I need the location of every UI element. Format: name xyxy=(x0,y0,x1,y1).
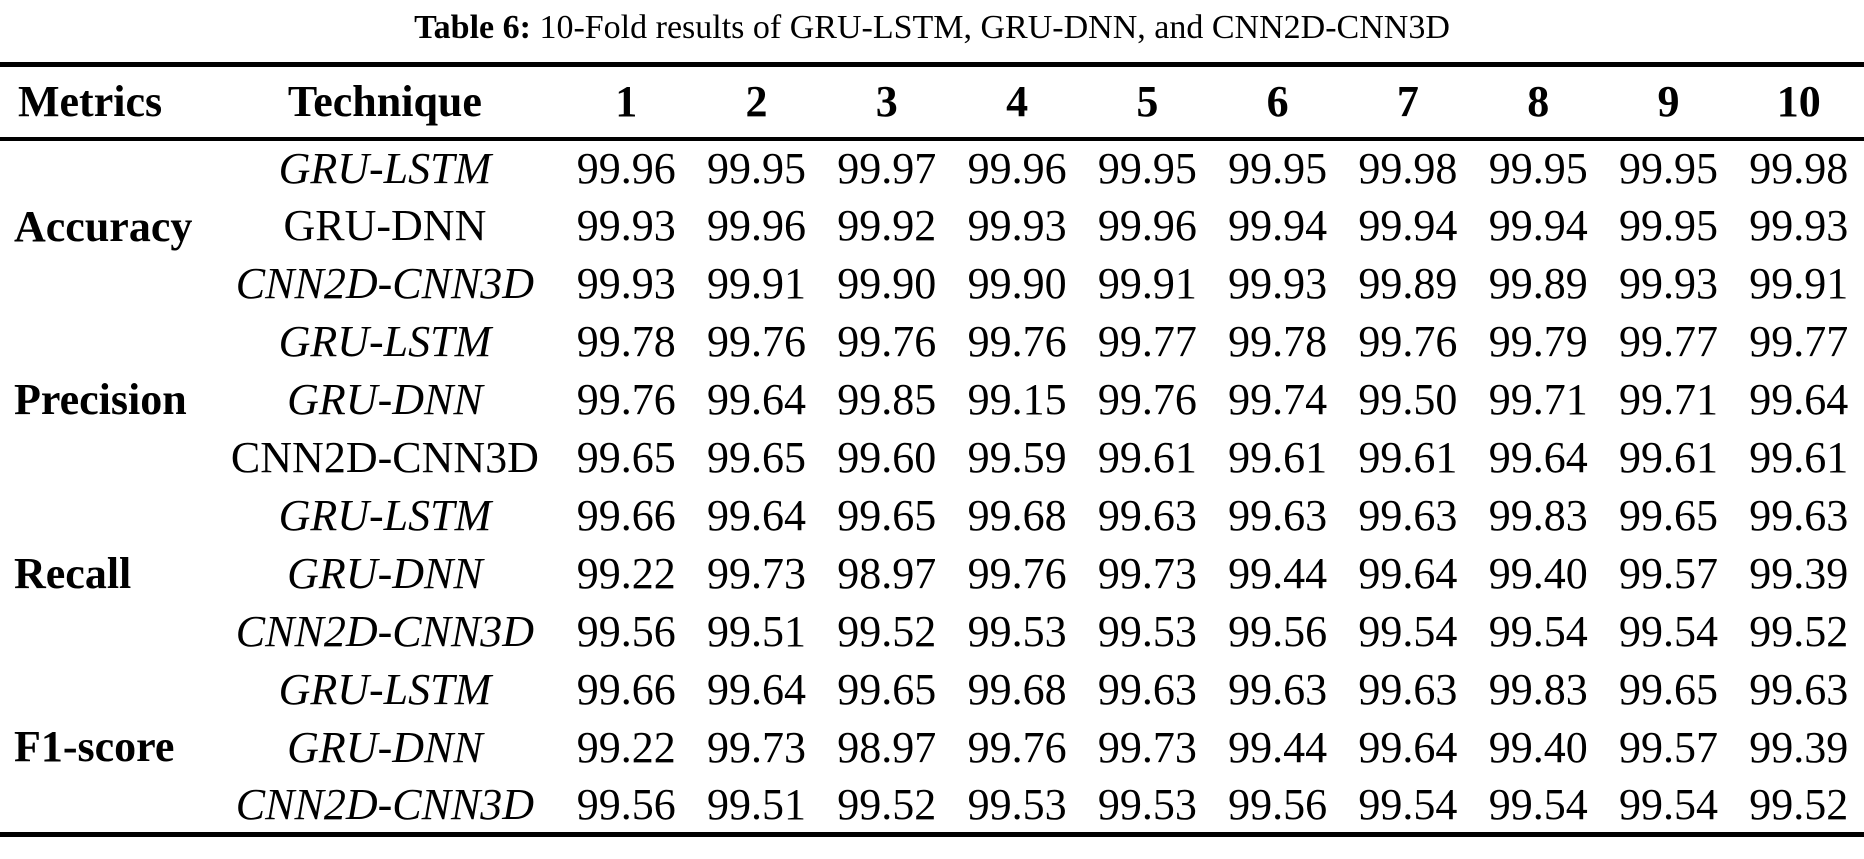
technique-label: GRU-LSTM xyxy=(278,491,492,540)
table-header xyxy=(0,65,1864,139)
header-row xyxy=(0,65,1864,139)
technique-label: GRU-LSTM xyxy=(278,144,492,193)
score-cell: 99.54 xyxy=(1618,779,1718,829)
score-cell: 99.83 xyxy=(1488,665,1588,714)
score-cell: 99.93 xyxy=(1749,201,1849,250)
table-row xyxy=(0,139,1864,197)
technique-label: GRU-DNN xyxy=(287,549,483,598)
table-row xyxy=(0,429,1864,487)
results-table xyxy=(0,62,1864,837)
score-cell: 99.60 xyxy=(837,433,937,482)
technique-label: CNN2D-CNN3D xyxy=(230,433,539,482)
score-cell: 99.76 xyxy=(967,723,1067,772)
score-cell: 99.56 xyxy=(576,607,676,656)
score-cell: 99.61 xyxy=(1228,433,1328,482)
score-cell: 99.73 xyxy=(707,549,806,598)
score-cell: 99.73 xyxy=(707,723,806,772)
technique-label: GRU-DNN xyxy=(287,375,483,424)
table-row xyxy=(0,255,1864,313)
score-cell: 99.76 xyxy=(967,317,1067,366)
score-cell: 99.90 xyxy=(967,259,1067,308)
table-row xyxy=(0,487,1864,545)
score-cell: 99.78 xyxy=(1228,317,1328,366)
score-cell: 99.61 xyxy=(1618,433,1718,482)
technique-label: GRU-DNN xyxy=(287,723,483,772)
score-cell: 99.50 xyxy=(1358,375,1458,424)
score-cell: 99.68 xyxy=(967,491,1067,540)
score-cell: 99.53 xyxy=(1097,779,1197,829)
header-cell-fold-9: 9 xyxy=(1603,65,1733,139)
score-cell: 99.93 xyxy=(576,201,676,250)
score-cell: 99.79 xyxy=(1488,317,1588,366)
header-cell-fold-5: 5 xyxy=(1082,65,1212,139)
score-cell: 99.98 xyxy=(1358,144,1458,193)
score-cell: 99.98 xyxy=(1749,144,1849,193)
score-cell: 99.90 xyxy=(837,259,937,308)
score-cell: 99.91 xyxy=(1097,259,1197,308)
score-cell: 99.96 xyxy=(707,201,806,250)
table-caption-label: Table 6: xyxy=(414,9,531,46)
score-cell: 99.96 xyxy=(967,144,1067,193)
score-cell: 99.64 xyxy=(1358,549,1458,598)
score-cell: 99.22 xyxy=(576,723,676,772)
score-cell: 99.73 xyxy=(1097,549,1197,598)
score-cell: 99.76 xyxy=(837,317,937,366)
score-cell: 99.85 xyxy=(837,375,937,424)
table-row xyxy=(0,603,1864,661)
score-cell: 99.63 xyxy=(1228,665,1328,714)
score-cell: 99.39 xyxy=(1749,723,1849,772)
score-cell: 99.93 xyxy=(1618,259,1718,308)
header-cell-fold-8: 8 xyxy=(1473,65,1603,139)
score-cell: 99.95 xyxy=(1488,144,1588,193)
score-cell: 99.95 xyxy=(1618,144,1718,193)
score-cell: 99.95 xyxy=(707,144,806,193)
table-caption xyxy=(0,0,1864,50)
score-cell: 99.65 xyxy=(1618,491,1718,540)
score-cell: 99.59 xyxy=(967,433,1067,482)
score-cell: 99.89 xyxy=(1488,259,1588,308)
score-cell: 99.57 xyxy=(1618,549,1718,598)
score-cell: 99.57 xyxy=(1618,723,1718,772)
score-cell: 99.54 xyxy=(1358,779,1458,829)
score-cell: 99.44 xyxy=(1228,723,1328,772)
metric-label: Accuracy xyxy=(14,202,193,251)
score-cell: 99.56 xyxy=(1228,779,1328,829)
score-cell: 99.77 xyxy=(1618,317,1718,366)
score-cell: 99.74 xyxy=(1228,375,1328,424)
score-cell: 99.76 xyxy=(707,317,806,366)
score-cell: 99.83 xyxy=(1488,491,1588,540)
header-cell-fold-3: 3 xyxy=(822,65,952,139)
score-cell: 99.39 xyxy=(1749,549,1849,598)
score-cell: 99.65 xyxy=(707,433,806,482)
score-cell: 98.97 xyxy=(837,723,937,772)
score-cell: 99.65 xyxy=(1618,665,1718,714)
score-cell: 99.96 xyxy=(1097,201,1197,250)
score-cell: 99.54 xyxy=(1488,607,1588,656)
metric-label: Precision xyxy=(14,375,187,424)
table-row xyxy=(0,777,1864,835)
score-cell: 99.76 xyxy=(1097,375,1197,424)
table-row xyxy=(0,719,1864,777)
score-cell: 99.71 xyxy=(1618,375,1718,424)
score-cell: 99.65 xyxy=(837,491,937,540)
score-cell: 99.64 xyxy=(1488,433,1588,482)
score-cell: 99.76 xyxy=(1358,317,1458,366)
score-cell: 99.52 xyxy=(837,607,937,656)
score-cell: 99.73 xyxy=(1097,723,1197,772)
score-cell: 99.93 xyxy=(1228,259,1328,308)
table-caption-text: 10-Fold results of GRU-LSTM, GRU-DNN, and CNN2D-CNN3D xyxy=(539,9,1450,46)
score-cell: 99.89 xyxy=(1358,259,1458,308)
score-cell: 99.93 xyxy=(967,201,1067,250)
score-cell: 99.94 xyxy=(1228,201,1328,250)
header-cell-fold-6: 6 xyxy=(1212,65,1342,139)
score-cell: 99.52 xyxy=(837,779,937,829)
score-cell: 99.61 xyxy=(1097,433,1197,482)
score-cell: 99.95 xyxy=(1228,144,1328,193)
score-cell: 99.53 xyxy=(967,607,1067,656)
score-cell: 99.63 xyxy=(1749,491,1849,540)
score-cell: 99.61 xyxy=(1358,433,1458,482)
score-cell: 99.54 xyxy=(1358,607,1458,656)
score-cell: 99.63 xyxy=(1358,491,1458,540)
score-cell: 99.94 xyxy=(1358,201,1458,250)
score-cell: 99.66 xyxy=(576,665,676,714)
metric-label: Recall xyxy=(14,549,132,598)
metric-label: F1-score xyxy=(14,721,175,771)
score-cell: 99.63 xyxy=(1228,491,1328,540)
score-cell: 98.97 xyxy=(837,549,937,598)
score-cell: 99.96 xyxy=(576,144,676,193)
score-cell: 99.77 xyxy=(1749,317,1849,366)
technique-label: GRU-LSTM xyxy=(278,317,492,366)
technique-label: CNN2D-CNN3D xyxy=(235,779,535,829)
score-cell: 99.63 xyxy=(1097,491,1197,540)
score-cell: 99.51 xyxy=(707,779,806,829)
score-cell: 99.76 xyxy=(967,549,1067,598)
score-cell: 99.15 xyxy=(967,375,1067,424)
score-cell: 99.56 xyxy=(576,779,676,829)
table-row xyxy=(0,661,1864,719)
header-cell-fold-10: 10 xyxy=(1734,65,1864,139)
score-cell: 99.64 xyxy=(707,375,806,424)
header-cell-fold-2: 2 xyxy=(691,65,821,139)
table-row xyxy=(0,313,1864,371)
score-cell: 99.61 xyxy=(1749,433,1849,482)
header-cell-metrics: Metrics xyxy=(0,65,209,139)
score-cell: 99.76 xyxy=(576,375,676,424)
score-cell: 99.92 xyxy=(837,201,937,250)
technique-label: CNN2D-CNN3D xyxy=(235,259,535,308)
score-cell: 99.51 xyxy=(707,607,806,656)
score-cell: 99.52 xyxy=(1749,779,1849,829)
score-cell: 99.54 xyxy=(1618,607,1718,656)
score-cell: 99.95 xyxy=(1618,201,1718,250)
score-cell: 99.63 xyxy=(1358,665,1458,714)
score-cell: 99.40 xyxy=(1488,549,1588,598)
header-cell-technique: Technique xyxy=(209,65,561,139)
score-cell: 99.44 xyxy=(1228,549,1328,598)
header-cell-fold-7: 7 xyxy=(1343,65,1473,139)
score-cell: 99.65 xyxy=(837,665,937,714)
score-cell: 99.91 xyxy=(707,259,806,308)
score-cell: 99.64 xyxy=(707,665,806,714)
table-body xyxy=(0,139,1864,835)
header-cell-fold-1: 1 xyxy=(561,65,691,139)
technique-label: CNN2D-CNN3D xyxy=(235,607,535,656)
score-cell: 99.94 xyxy=(1488,201,1588,250)
score-cell: 99.77 xyxy=(1097,317,1197,366)
score-cell: 99.97 xyxy=(837,144,937,193)
score-cell: 99.64 xyxy=(707,491,806,540)
header-cell-fold-4: 4 xyxy=(952,65,1082,139)
score-cell: 99.64 xyxy=(1749,375,1849,424)
score-cell: 99.63 xyxy=(1749,665,1849,714)
table-row xyxy=(0,371,1864,429)
score-cell: 99.56 xyxy=(1228,607,1328,656)
score-cell: 99.22 xyxy=(576,549,676,598)
technique-label: GRU-DNN xyxy=(283,201,487,250)
table-row xyxy=(0,545,1864,603)
score-cell: 99.91 xyxy=(1749,259,1849,308)
score-cell: 99.66 xyxy=(576,491,676,540)
score-cell: 99.52 xyxy=(1749,607,1849,656)
score-cell: 99.63 xyxy=(1097,665,1197,714)
score-cell: 99.53 xyxy=(1097,607,1197,656)
score-cell: 99.53 xyxy=(967,779,1067,829)
technique-label: GRU-LSTM xyxy=(278,665,492,714)
score-cell: 99.93 xyxy=(576,259,676,308)
score-cell: 99.71 xyxy=(1488,375,1588,424)
score-cell: 99.40 xyxy=(1488,723,1588,772)
table-row xyxy=(0,197,1864,255)
score-cell: 99.64 xyxy=(1358,723,1458,772)
score-cell: 99.95 xyxy=(1097,144,1197,193)
score-cell: 99.68 xyxy=(967,665,1067,714)
score-cell: 99.78 xyxy=(576,317,676,366)
score-cell: 99.54 xyxy=(1488,779,1588,829)
score-cell: 99.65 xyxy=(576,433,676,482)
